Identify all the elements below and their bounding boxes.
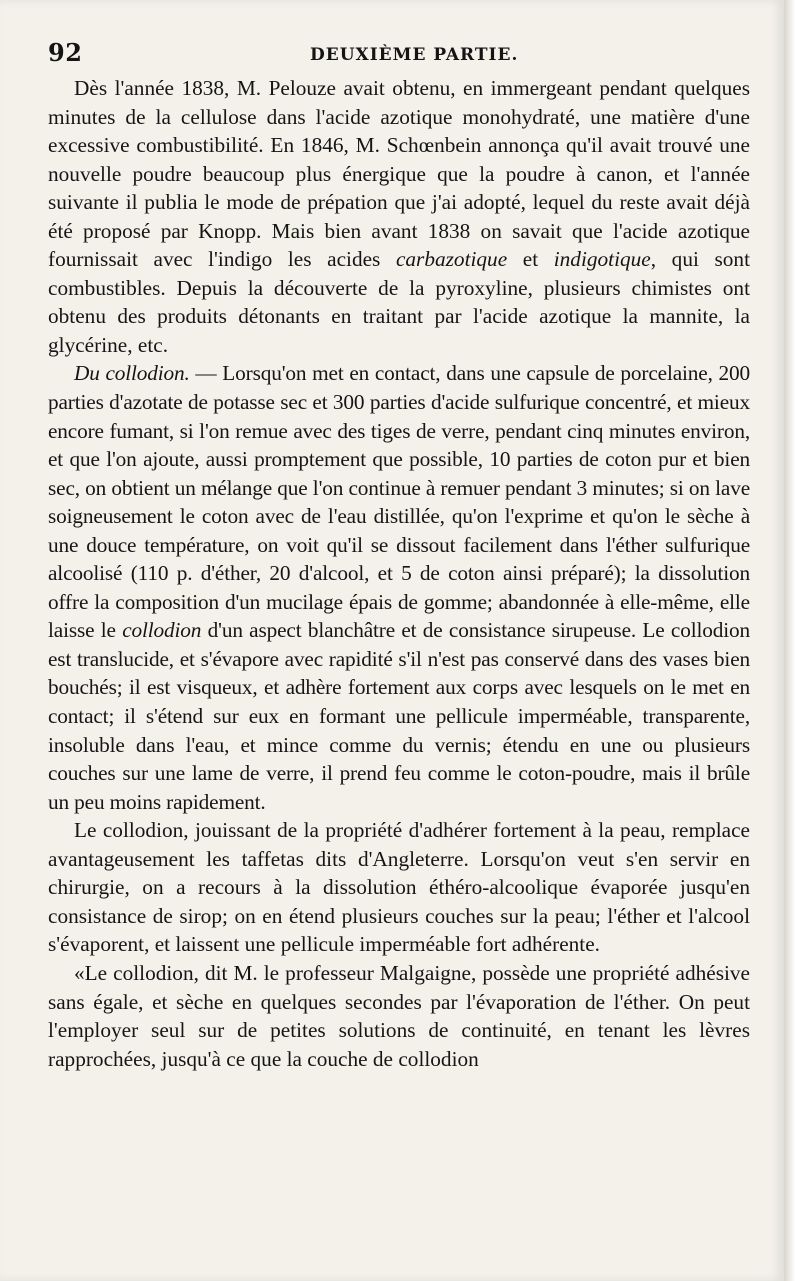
page-number: 92	[48, 38, 83, 67]
section-title-collodion: Du collodion.	[74, 361, 190, 386]
paragraph-2	[48, 359, 750, 816]
page-header	[48, 38, 750, 70]
body-text	[48, 74, 750, 1073]
italic-term-collodion: collodion	[122, 618, 202, 643]
paragraph-2-text-b: d'un aspect blanchâtre et de consistance sirupeuse. Le collodion est translucide, et s'évapore avec rapidité s'il n'est pas conservé dans des vases bien bouchés; il est visqueux, et adhère fortement aux corps avec lesquels on le met en contact; il s'étend sur eux en formant une pellicule imperméable, transparente, insoluble dans l'eau, et mince comme du vernis; étendu en une ou plusieurs couches sur une lame de verre, il prend feu comme le coton-poudre, mais il brûle un peu moins rapidement.	[48, 618, 750, 814]
paragraph-4-text: «Le collodion, dit M. le professeur Malgaigne, possède une propriété adhésive sans égale, et sèche en quelques secondes par l'évaporation de l'éther. On peut l'employer seul sur de petites solutions de continuité, en tenant les lèvres rapprochées, jusqu'à ce que la couche de collodion	[48, 960, 750, 1071]
paragraph-1-mid: et	[507, 247, 554, 272]
paragraph-3	[48, 816, 750, 959]
paragraph-4	[48, 959, 750, 1073]
paragraph-2-text-a: — Lorsqu'on met en contact, dans une capsule de porcelaine, 200 parties d'azotate de potasse sec et 300 parties d'acide sulfurique concentré, et mieux encore fumant, si l'on remue avec des tiges de verre, pendant cinq minutes environ, et que l'on ajoute, aussi promptement que possible, 10 parties de coton pur et bien sec, on obtient un mélange que l'on continue à remuer pendant 3 minutes; si on lave soigneusement le coton avec de l'eau distillée, qu'on l'exprime et qu'on le sèche à une douce température, on voit qu'il se dissout facilement dans l'éther sulfurique alcoolisé (110 p. d'éther, 20 d'alcool, et 5 de coton ainsi préparé); la dissolution offre la composition d'un mucilage épais de gomme; abandonnée à elle-même, elle laisse le	[48, 361, 750, 643]
page-edge	[784, 0, 800, 1281]
paragraph-1-tail: , qui sont combustibles. Depuis la découverte de la pyroxyline, plusieurs chimistes ont obtenu des produits détonants en traitant par l'acide azotique la mannite, la glycérine, etc.	[48, 247, 750, 357]
paragraph-1-text: Dès l'année 1838, M. Pelouze avait obtenu, en immergeant pendant quelques minutes de la cellulose dans l'acide azotique monohydraté, une matière d'une excessive combustibilité. En 1846, M. Schœnbein annonça qu'il avait trouvé une nouvelle poudre beaucoup plus énergique que la poudre à canon, et l'année suivante il publia le mode de prépation que j'ai adopté, lequel du reste avait déjà été proposé par Knopp. Mais bien avant 1838 on savait que l'acide azotique fournissait avec l'indigo les acides	[48, 76, 750, 272]
italic-term-carbazotique: carbazotique	[395, 247, 508, 272]
italic-term-indigotique: indigotique	[553, 247, 651, 272]
paragraph-1	[48, 74, 750, 359]
running-head: DEUXIÈME PARTIE.	[310, 45, 519, 65]
paragraph-3-text: Le collodion, jouissant de la propriété d'adhérer fortement à la peau, remplace avantageusement les taffetas dits d'Angleterre. Lorsqu'on veut s'en servir en chirurgie, on a recours à la dissolution éthéro-alcoolique évaporée jusqu'en consistance de sirop; on en étend plusieurs couches sur la peau; l'éther et l'alcool s'évaporent, et laissent une pellicule imperméable fort adhérente.	[48, 818, 750, 957]
